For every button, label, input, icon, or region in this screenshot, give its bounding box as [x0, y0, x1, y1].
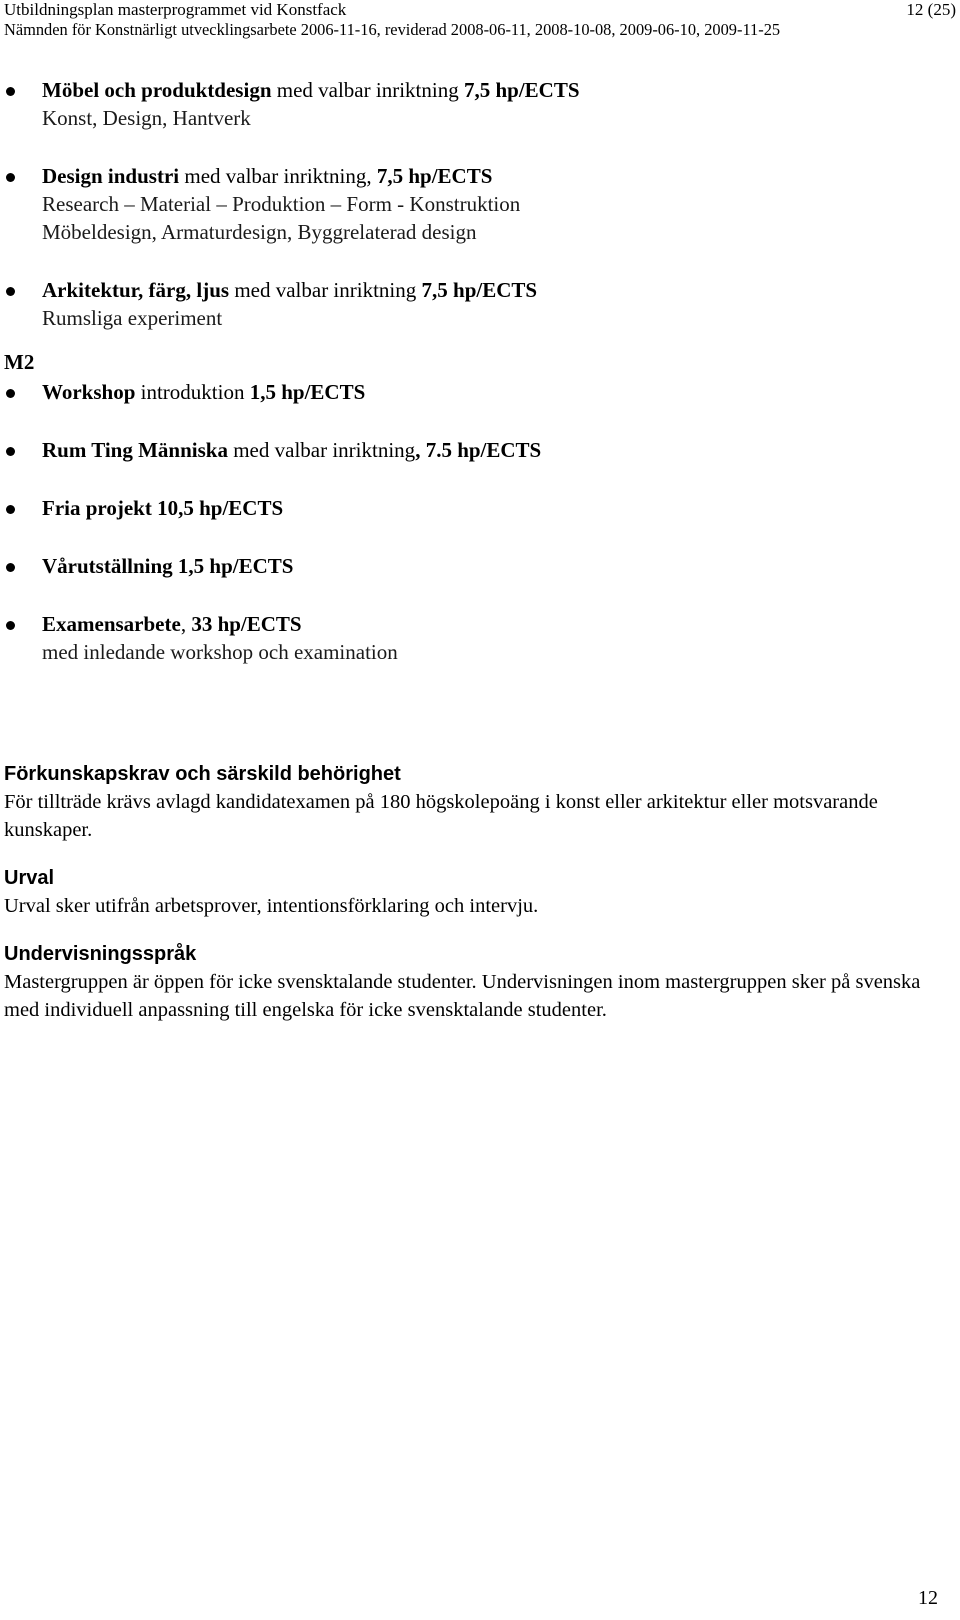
course-item	[0, 610, 950, 666]
bullet-icon	[6, 389, 15, 398]
course-title	[42, 552, 950, 580]
course-name: Examensarbete	[42, 612, 181, 636]
section-body: Mastergruppen är öppen för icke svensktalande studenter. Undervisningen inom mastergruppen sker på svenska med individuell anpassning till engelska för icke svensktalande studenter.	[4, 971, 921, 1021]
course-item	[0, 276, 950, 332]
bullet-icon	[6, 173, 15, 182]
course-name: Möbel och produktdesign	[42, 78, 272, 102]
header-row	[4, 0, 956, 20]
section-body: Urval sker utifrån arbetsprover, intentionsförklaring och intervju.	[4, 895, 539, 917]
course-item	[0, 494, 950, 522]
course-credits: 7,5 hp/ECTS	[463, 78, 580, 102]
course-item	[0, 552, 950, 580]
course-name: Fria projekt 10,5 hp/ECTS	[42, 496, 284, 520]
course-desc: ,	[180, 612, 192, 636]
course-name: Workshop	[42, 380, 136, 404]
info-section	[4, 940, 934, 1024]
course-desc: introduktion	[135, 380, 250, 404]
course-title	[42, 610, 950, 638]
bullet-icon	[6, 505, 15, 514]
document-title: Utbildningsplan masterprogrammet vid Konstfack	[4, 0, 347, 19]
course-desc: med valbar inriktning	[271, 78, 464, 102]
course-title	[42, 276, 950, 304]
course-title	[42, 436, 950, 464]
course-credits: 7,5 hp/ECTS	[421, 278, 538, 302]
page-count: 12 (25)	[906, 0, 956, 19]
bullet-icon	[6, 621, 15, 630]
course-sub-line: med inledande workshop och examination	[42, 640, 398, 664]
bullet-icon	[6, 87, 15, 96]
course-list	[0, 76, 950, 666]
course-credits: 33 hp/ECTS	[191, 612, 302, 636]
course-item	[0, 76, 950, 132]
course-title	[42, 494, 950, 522]
course-title	[42, 162, 950, 190]
course-sub-line: Konst, Design, Hantverk	[42, 106, 251, 130]
course-sub-line: Research – Material – Produktion – Form - Konstruktion	[42, 192, 521, 216]
section-heading: Urval	[4, 867, 55, 889]
bullet-icon	[6, 447, 15, 456]
course-sub-line: Rumsliga experiment	[42, 306, 223, 330]
page-header	[4, 0, 956, 40]
course-item	[0, 162, 950, 246]
section-heading: Förkunskapskrav och särskild behörighet	[4, 763, 401, 785]
course-credits: 1,5 hp/ECTS	[249, 380, 366, 404]
course-item	[0, 436, 950, 464]
info-sections	[4, 760, 934, 1044]
course-list-m2	[0, 378, 950, 666]
course-credits: , 7.5 hp/ECTS	[415, 438, 542, 462]
course-credits: 7,5 hp/ECTS	[376, 164, 493, 188]
info-section	[4, 864, 934, 920]
bullet-icon	[6, 563, 15, 572]
course-name: Arkitektur, färg, ljus	[42, 278, 230, 302]
course-name: Design industri	[42, 164, 180, 188]
info-section	[4, 760, 934, 844]
course-desc: med valbar inriktning,	[179, 164, 377, 188]
page-number: 12	[918, 1587, 938, 1609]
course-title	[42, 378, 950, 406]
m2-label: M2	[4, 350, 35, 374]
header-subtitle: Nämnden för Konstnärligt utvecklingsarbete 2006-11-16, reviderad 2008-06-11, 2008-10-08, 2009-06-10, 2009-11-25	[4, 20, 781, 39]
course-item	[0, 378, 950, 406]
course-sub-line: Möbeldesign, Armaturdesign, Byggrelaterad design	[42, 220, 477, 244]
course-list-m1	[0, 76, 950, 332]
course-name: Vårutställning 1,5 hp/ECTS	[42, 554, 294, 578]
course-desc: med valbar inriktning	[227, 438, 416, 462]
section-heading: Undervisningsspråk	[4, 943, 197, 965]
bullet-icon	[6, 287, 15, 296]
course-name: Rum Ting Människa	[42, 438, 228, 462]
section-body: För tillträde krävs avlagd kandidatexamen på 180 högskolepoäng i konst eller arkitektur eller motsvarande kunskaper.	[4, 791, 878, 841]
course-desc: med valbar inriktning	[229, 278, 422, 302]
course-title	[42, 76, 950, 104]
